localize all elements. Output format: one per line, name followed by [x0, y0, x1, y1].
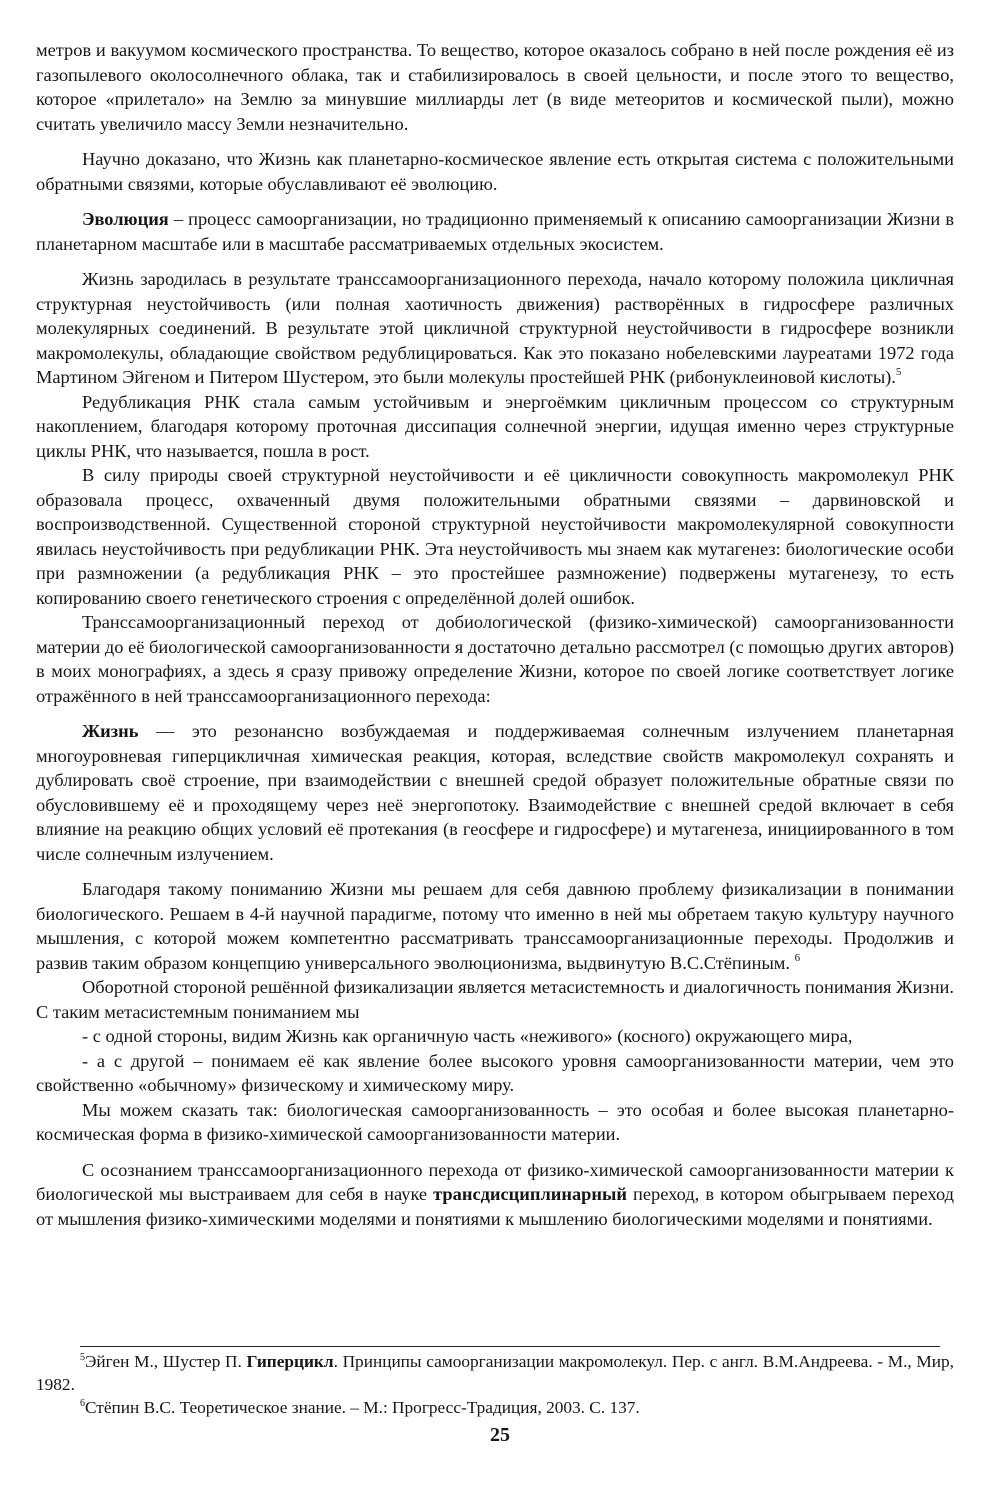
- term-evolution: Эволюция: [82, 209, 169, 229]
- footnotes: [36, 1350, 954, 1419]
- list-item-one-side: - с одной стороны, видим Жизнь как органичную часть «неживого» (косного) окружающего мира,: [82, 1026, 853, 1046]
- list-item-other-side: - а с другой – понимаем её как явление более высокого уровня самоорганизованности материи, чем это свойственно «обычному» физическому и химическому миру.: [36, 1050, 954, 1095]
- paragraph-12: С осознанием транссамоорганизационного перехода от физико-химической самоорганизованности материи к биологической мы выстраиваем для себя в науке трансдисциплинарный переход, в котором обыгрываем переход от мышления физико-химическими моделями и понятиями к мышлению биологическими моделями и понятиями.: [36, 1159, 954, 1229]
- page-body: [36, 38, 954, 1231]
- footnote-6: $^6$Стёпин В.С. Теоретическое знание. – М.: Прогресс-Традиция, 2003. С. 137.: [80, 1398, 640, 1417]
- footnote-5: $^5$Эйген М., Шустер П. Гиперцикл. Принципы самоорганизации макромолекул. Пер. с англ. В.М.Андреева. - М., Мир, 1982.: [36, 1352, 954, 1394]
- paragraph-7: Транссамоорганизационный переход от добиологической (физико-химической) самоорганизованности материи до её биологической самоорганизованности я достаточно детально рассмотрел (с помощью других авторов) в моих монографиях, а здесь я сразу привожу определение Жизни, которое по своей логике соответствует логике отражённого в ней транссамоорганизационного перехода:: [36, 612, 954, 706]
- paragraph-2: Научно доказано, что Жизнь как планетарно-космическое явление есть открытая система с положительными обратными связями, которые обуславливают её эволюцию.: [36, 149, 954, 194]
- paragraph-9: Благодаря такому пониманию Жизни мы решаем для себя давнюю проблему физикализации в понимании биологического. Решаем в 4-й научной парадигме, потому что именно в ней мы обретаем такую культуру научного мышления, с которой можем компетентно рассматривать транссамоорганизационные переходы. Продолжив и развив таким образом концепцию универсального эволюционизма, выдвинутую В.С.Стёпиным. $^6$: [36, 879, 954, 973]
- paragraph-6: В силу природы своей структурной неустойчивости и её цикличности совокупность макромолекул РНК образовала процесс, охваченный двумя положительными обратными связями – дарвиновской и воспроизводственной. Существенной стороной структурной неустойчивости макромолекулярной совокупности явилась неустойчивость при редубликации РНК. Эта неустойчивость мы знаем как мутагенез: биологические особи при размножении (а редубликация РНК – это простейшее размножение) подвержены мутагенезу, то есть копированию своего генетического строения с определённой долей ошибок.: [36, 465, 954, 608]
- term-life: Жизнь: [82, 721, 139, 741]
- footnote-ref-6: 6: [794, 951, 801, 964]
- paragraph-evolution-definition: Эволюция – процесс самоорганизации, но традиционно применяемый к описанию самоорганизации Жизни в планетарном масштабе или в масштабе рассматриваемых отдельных экосистем.: [36, 209, 954, 254]
- paragraph-1: метров и вакуумом космического пространства. То вещество, которое оказалось собрано в ней после рождения её из газопылевого околосолнечного облака, так и стабилизировалось в своей цельности, и после этого то вещество, которое «прилетало» на Землю за минувшие миллиарды лет (в виде метеоритов и космической пыли), можно считать увеличило массу Земли незначительно.: [36, 40, 954, 134]
- footnote-divider: [80, 1346, 940, 1347]
- paragraph-10: Оборотной стороной решённой физикализации является метасистемность и диалогичность понимания Жизни. С таким метасистемным пониманием мы: [36, 977, 954, 1022]
- paragraph-life-definition: Жизнь — это резонансно возбуждаемая и поддерживаемая солнечным излучением планетарная многоуровневая гиперцикличная химическая реакция, которая, вследствие свойств макромолекул сохранять и дублировать своё строение, при взаимодействии с внешней средой образует положительные обратные связи по обусловившему её и проходящему через неё энергопотоку. Взаимодействие с внешней средой включает в себя влияние на реакцию общих условий её протекания (в геосфере и гидросфере) и мутагенеза, инициированного в том числе солнечным излучением.: [36, 721, 954, 864]
- paragraph-5: Редубликация РНК стала самым устойчивым и энергоёмким цикличным процессом со структурным накоплением, благодаря которому проточная диссипация солнечной энергии, идущая именно через структурные циклы РНК, что называется, пошла в рост.: [36, 391, 954, 461]
- footnote-ref-5: 5: [895, 366, 902, 378]
- page-number: 25: [490, 1424, 510, 1446]
- term-transdisciplinary: трансдисциплинарный: [433, 1184, 627, 1204]
- paragraph-11: Мы можем сказать так: биологическая самоорганизованность – это особая и более высокая планетарно-космическая форма в физико-химической самоорганизованности материи.: [36, 1099, 954, 1144]
- paragraph-4: Жизнь зародилась в результате транссамоорганизационного перехода, начало которому положила цикличная структурная неустойчивость (или полная хаотичность движения) растворённых в гидросфере различных молекулярных соединений. В результате этой цикличной структурной неустойчивости в гидросфере возникли макромолекулы, обладающие свойством редублицироваться. Как это показано нобелевскими лауреатами 1972 года Мартином Эйгеном и Питером Шустером, это были молекулы простейшей РНК (рибонуклеиновой кислоты).$^5$: [36, 269, 954, 387]
